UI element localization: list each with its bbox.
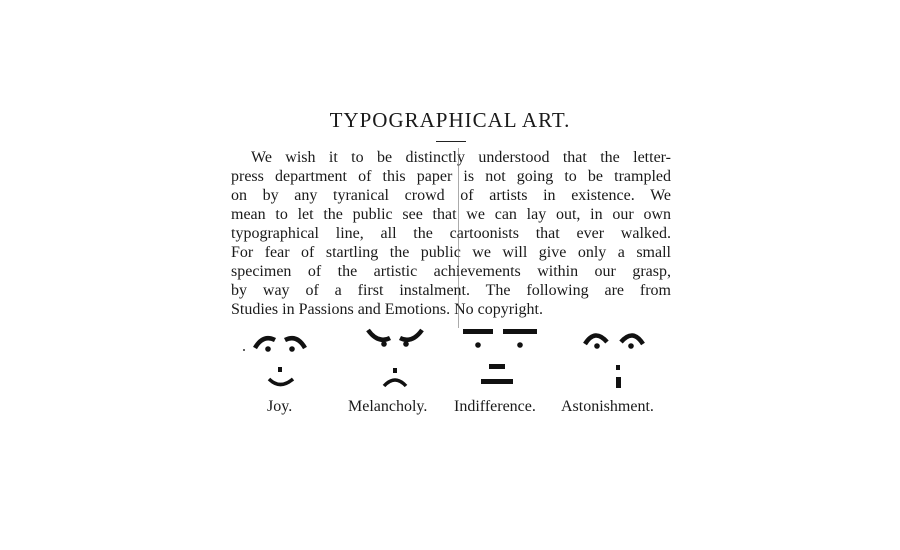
article-body: [231, 148, 671, 319]
page-crease: [458, 148, 459, 328]
body-line: Studies in Passions and Emotions. No copyright.: [231, 301, 543, 318]
body-line: typographical line, all the cartoonists that ever walked.: [231, 225, 671, 242]
astonishment-face-icon: [581, 324, 647, 394]
body-line: on by any tyranical crowd of artists in existence. We: [231, 187, 671, 204]
joy-face-icon: [249, 324, 311, 394]
astonishment-face: [581, 324, 647, 394]
body-line: We wish it to be distinctly understood that the letter-: [251, 149, 671, 166]
indifference-face: [459, 324, 545, 394]
joy-face: [249, 324, 311, 394]
body-line: For fear of startling the public we will give only a small: [231, 244, 671, 261]
body-line: by way of a first instalment. The following are from: [231, 282, 671, 299]
article-title: TYPOGRAPHICAL ART.: [329, 108, 571, 132]
indifference-face-icon: [459, 324, 545, 394]
title-rule: [436, 141, 466, 142]
body-line: mean to let the public see that we can lay out, in our own: [231, 206, 671, 223]
caption-astonishment: Astonishment.: [561, 398, 654, 415]
body-line: press department of this paper is not going to be trampled: [231, 168, 671, 185]
caption-joy: Joy.: [267, 398, 293, 415]
melancholy-face: [364, 324, 426, 394]
melancholy-face-icon: [364, 324, 426, 394]
body-line: specimen of the artistic achievements within our grasp,: [231, 263, 671, 280]
caption-indifference: Indifference.: [454, 398, 536, 415]
caption-melancholy: Melancholy.: [348, 398, 428, 415]
